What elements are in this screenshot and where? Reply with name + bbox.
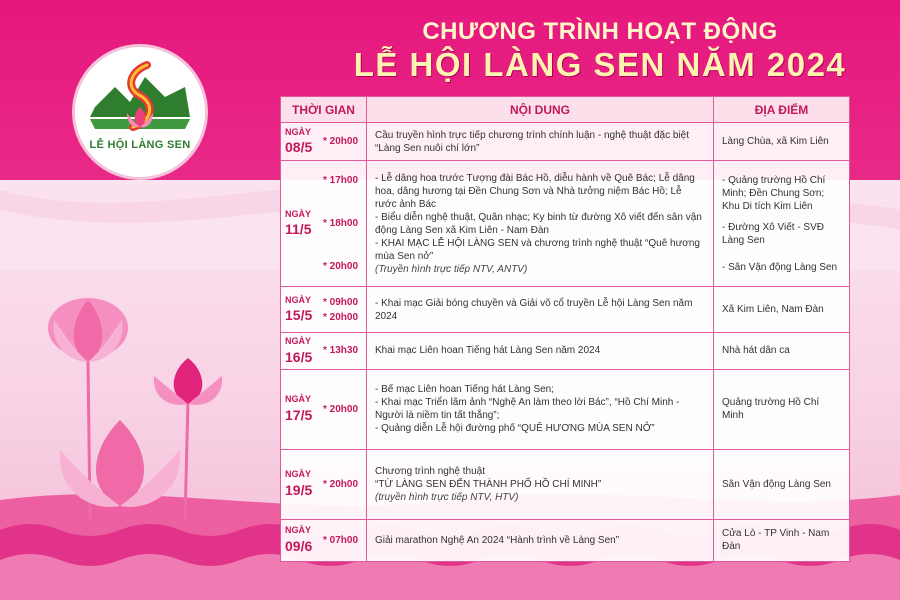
table-row — [281, 449, 850, 519]
content-note: (truyền hình trực tiếp NTV, HTV) — [375, 491, 519, 503]
lotus-flower-icon — [48, 298, 128, 362]
content-cell — [367, 519, 714, 561]
program-subtitle: CHƯƠNG TRÌNH HOẠT ĐỘNG — [422, 18, 778, 45]
day-date: 16/5 — [285, 348, 313, 365]
time-slot: * 18h00 — [323, 218, 359, 229]
lotus-flower-icon — [60, 420, 181, 507]
logo-text: LỄ HỘI LÀNG SEN — [89, 139, 191, 151]
location-item: Sân Vận động Làng Sen — [722, 478, 831, 490]
content-cell — [367, 333, 714, 370]
day-date: 08/5 — [285, 139, 313, 156]
festival-logo — [72, 44, 208, 180]
location-item: Nhà hát dân ca — [722, 345, 790, 357]
content-item: - Bế mạc Liên hoan Tiếng hát Làng Sen; — [375, 384, 555, 396]
time-cell — [281, 449, 367, 519]
time-slot: * 20h00 — [323, 136, 359, 147]
location-item: - Sân Vận động Làng Sen — [722, 261, 838, 273]
table-row — [281, 369, 850, 449]
content-item: “TỪ LÀNG SEN ĐẾN THÀNH PHỐ HỒ CHÍ MINH” — [375, 478, 602, 490]
schedule-table — [280, 96, 850, 562]
location-cell — [714, 123, 850, 161]
day-label: NGÀY — [285, 294, 312, 305]
content-cell — [367, 287, 714, 333]
content-item: - Khai mạc Giải bóng chuyền và Giải võ cổ truyền Lễ hội Làng Sen năm 2024 — [375, 297, 693, 322]
table-row — [281, 287, 850, 333]
day-date: 19/5 — [285, 482, 313, 499]
time-cell — [281, 333, 367, 370]
day-date: 15/5 — [285, 307, 313, 324]
time-slot: * 20h00 — [323, 261, 359, 272]
time-cell — [281, 519, 367, 561]
content-cell — [367, 123, 714, 161]
time-slot: * 07h00 — [323, 534, 359, 546]
header-location: ĐỊA ĐIỂM — [714, 97, 850, 123]
content-item: - Khai mạc Triển lãm ảnh “Nghệ An làm theo lời Bác”, “Hồ Chí Minh - Người là niềm tin tất thắng”; — [375, 397, 680, 422]
location-item: Làng Chùa, xã Kim Liên — [722, 136, 829, 147]
location-item: Cửa Lò - TP Vinh - Nam Đàn — [722, 528, 830, 553]
table-header-row — [281, 97, 850, 123]
location-item: Xã Kim Liên, Nam Đàn — [722, 304, 824, 315]
day-date: 11/5 — [285, 221, 312, 238]
table-row — [281, 519, 850, 561]
location-cell — [714, 161, 850, 287]
time-slot: * 17h00 — [323, 175, 359, 186]
content-item: - Quảng diễn Lễ hội đường phố “QUÊ HƯƠNG MÙA SEN NỞ” — [375, 423, 655, 435]
lotus-flower-icon — [154, 358, 222, 405]
content-item: Khai mạc Liên hoan Tiếng hát Làng Sen năm 2024 — [375, 345, 601, 357]
location-cell — [714, 519, 850, 561]
location-item: - Đường Xô Viết - SVĐ Làng Sen — [722, 221, 824, 246]
day-label: NGÀY — [285, 525, 312, 536]
location-cell — [714, 449, 850, 519]
content-cell — [367, 161, 714, 287]
time-slot: * 20h00 — [323, 311, 359, 323]
content-cell — [367, 449, 714, 519]
day-date: 17/5 — [285, 407, 313, 424]
content-item: - KHAI MẠC LỄ HỘI LÀNG SEN và chương trình nghệ thuật “Quê hương mùa Sen nở” — [375, 237, 700, 262]
location-cell — [714, 333, 850, 370]
table-row — [281, 123, 850, 161]
day-label: NGÀY — [285, 394, 312, 405]
logo-emblem-icon — [75, 47, 205, 177]
location-item: - Quảng trường Hồ Chí Minh; Đền Chung Sơn; Khu Di tích Kim Liên — [722, 174, 826, 212]
content-item: - Biểu diễn nghệ thuật, Quân nhạc; Ky binh từ đường Xô viết đến sân vận động Làng Sen xã Kim Liên - Nam Đàn — [375, 211, 702, 236]
festival-title: LỄ HỘI LÀNG SEN NĂM 2024 — [353, 46, 847, 83]
day-label: NGÀY — [285, 126, 312, 137]
day-label: NGÀY — [285, 469, 312, 480]
time-cell — [281, 123, 367, 161]
content-item: - Lễ dâng hoa trước Tượng đài Bác Hồ, diễu hành về Quê Bác; Lễ dâng hoa, dâng hương tại Đền Chung Sơn và Nhà tưởng niệm Bác Hồ; Lễ rước ảnh Bác — [375, 172, 695, 210]
content-item: Giải marathon Nghệ An 2024 “Hành trình về Làng Sen” — [375, 534, 620, 546]
time-slot: * 20h00 — [323, 403, 359, 415]
time-slot: * 20h00 — [323, 478, 359, 490]
location-cell — [714, 287, 850, 333]
table-row — [281, 161, 850, 287]
time-slot: * 13h30 — [323, 345, 359, 357]
content-note: (Truyền hình trực tiếp NTV, ANTV) — [375, 263, 528, 275]
header-content: NỘI DUNG — [367, 97, 714, 123]
day-label: NGÀY — [285, 208, 312, 219]
location-cell — [714, 369, 850, 449]
day-date: 09/6 — [285, 538, 313, 555]
time-cell — [281, 161, 367, 287]
content-item: Cầu truyền hình trực tiếp chương trình chính luận - nghệ thuật đặc biệt “Làng Sen nuôi chí lớn” — [375, 129, 690, 154]
content-cell — [367, 369, 714, 449]
table-row — [281, 333, 850, 370]
location-item: Quảng trường Hồ Chí Minh — [722, 397, 820, 422]
time-cell — [281, 287, 367, 333]
content-item: Chương trình nghệ thuật — [375, 465, 485, 477]
header-time: THỜI GIAN — [281, 97, 367, 123]
time-slot: * 09h00 — [323, 296, 359, 308]
day-label: NGÀY — [285, 336, 312, 346]
lotus-flowers-illustration — [20, 280, 280, 530]
time-cell — [281, 369, 367, 449]
